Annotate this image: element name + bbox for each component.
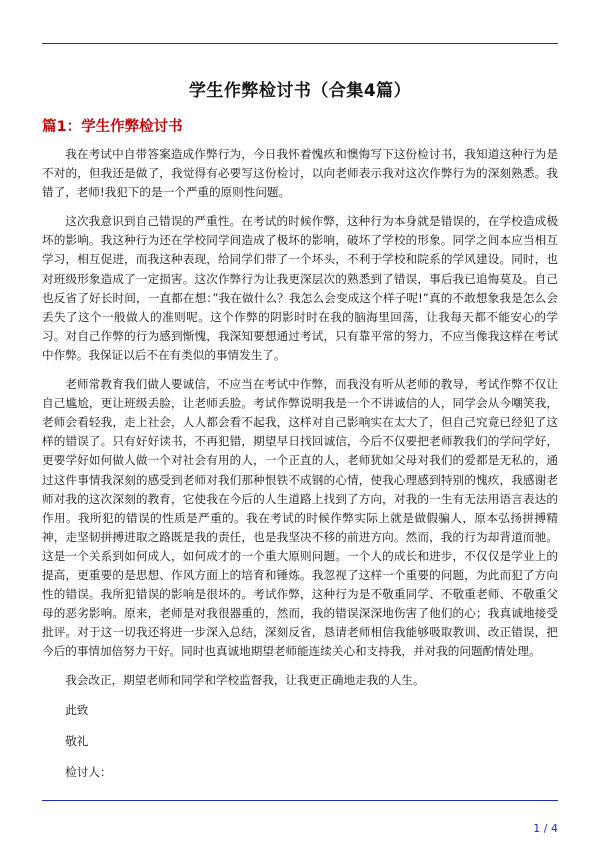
body-paragraph: 老师常教育我们做人要诚信，不应当在考试中作弊，而我没有听从老师的教导，考试作弊不仅让自己尴尬，更让班级丢脸，让老师丢脸。考试作弊说明我是一个不讲诚信的人，同学会从今嘲笑我，老师会看轻我，走上社会，人人都会看不起我，这样对自己影响实在太大了，但自己究竟已经犯了这样的错误了。只有好好读书，不再犯错，期望早日找回诚信，今后不仅要把老师教我们的学问学好，更要学好如何做人做一个对社会有用的人，一个正直的人，老师犹如父母对我们的爱都是无私的，通过这件事情我深刻的感受到老师对我们那种恨铁不成钢的心情，使我心理感到特别的愧疚，我感谢老师对我的这次深刻的教育，它使我在今后的人生道路上找到了方向，对我的一生有无法用语言表达的作用。我所犯的错误的性质是严重的。我在考试的时候作弊实际上就是做假骗人，原本弘扬拼搏精神，走坚韧拼搏进取之路既是我的责任，也是我坚决不移的前进方向。然而，我的行为却背道而驰。这是一个关系到如何成人，如何成才的一个重大原则问题。一个人的成长和进步，不仅仅是学业上的提高，更重要的是思想、作风方面上的培育和锤炼。我忽视了这样一个重要的问题，为此而犯了方向性的错误。我所犯错误的影响是很坏的。考试作弊，这种行为是不敬重同学、不敬重老师、不敬重父母的恶劣影响。原来，老师是对我很器重的，然而，我的错误深深地伤害了他们的心；我真诚地接受批评。对于这一切我还将进一步深入总结，深刻反省，恳请老师相信我能够吸取教训、改正错误，把今后的事情加倍努力干好。同时也真诚地期望老师能连续关心和支持我，并对我的问题酌情处理。 bbox=[42, 377, 558, 659]
closing-regards: 敬礼 bbox=[65, 733, 89, 748]
signature-label: 检讨人： bbox=[65, 764, 112, 779]
closing-salutation: 此致 bbox=[65, 702, 89, 717]
section-heading: 篇1：学生作弊检讨书 bbox=[42, 119, 183, 135]
document-body bbox=[42, 145, 558, 794]
document-title: 学生作弊检讨书（合集4篇） bbox=[188, 81, 412, 101]
body-paragraph: 我在考试中自带答案造成作弊行为，今日我怀着愧疚和懊悔写下这份检讨书，我知道这种行为是不对的，但我还是做了，我觉得有必要写这份检讨，以向老师表示我对这次作弊行为的深刻熟悉。我错了，老师!我犯下的是一个严重的原则性问题。 bbox=[42, 147, 558, 200]
header-rule bbox=[42, 43, 558, 44]
footer-rule bbox=[42, 800, 558, 801]
page-number: 1 / 4 bbox=[533, 822, 558, 835]
body-paragraph: 我会改正，期望老师和同学和学校监督我，让我更正确地走我的人生。 bbox=[65, 673, 425, 688]
body-paragraph: 这次我意识到自己错误的严重性。在考试的时候作弊，这种行为本身就是错误的，在学校造成极坏的影响。我这种行为还在学校同学间造成了极坏的影响，破坏了学校的形象。同学之间本应当相互学习，相互促进，而我这种表现，给同学们带了一个坏头，不利于学校和院系的学风建设。同时，也对班级形象造成了一定损害。这次作弊行为让我更深层次的熟悉到了错误，事后我已追悔莫及。自己也反省了好长时间，一直都在想：”我在做什么？我怎么会变成这个样子呢!”真的不敢想象我是怎么会丢失了这个一般做人的准则呢。这个作弊的阴影时时在我的脑海里回荡，让我每天都不能安心的学习。对自己作弊的行为感到惭愧，我深知要想通过考试，只有靠平常的努力，不应当像我这样在考试中作弊。我保证以后不在有类似的事情发生了。 bbox=[42, 214, 558, 362]
